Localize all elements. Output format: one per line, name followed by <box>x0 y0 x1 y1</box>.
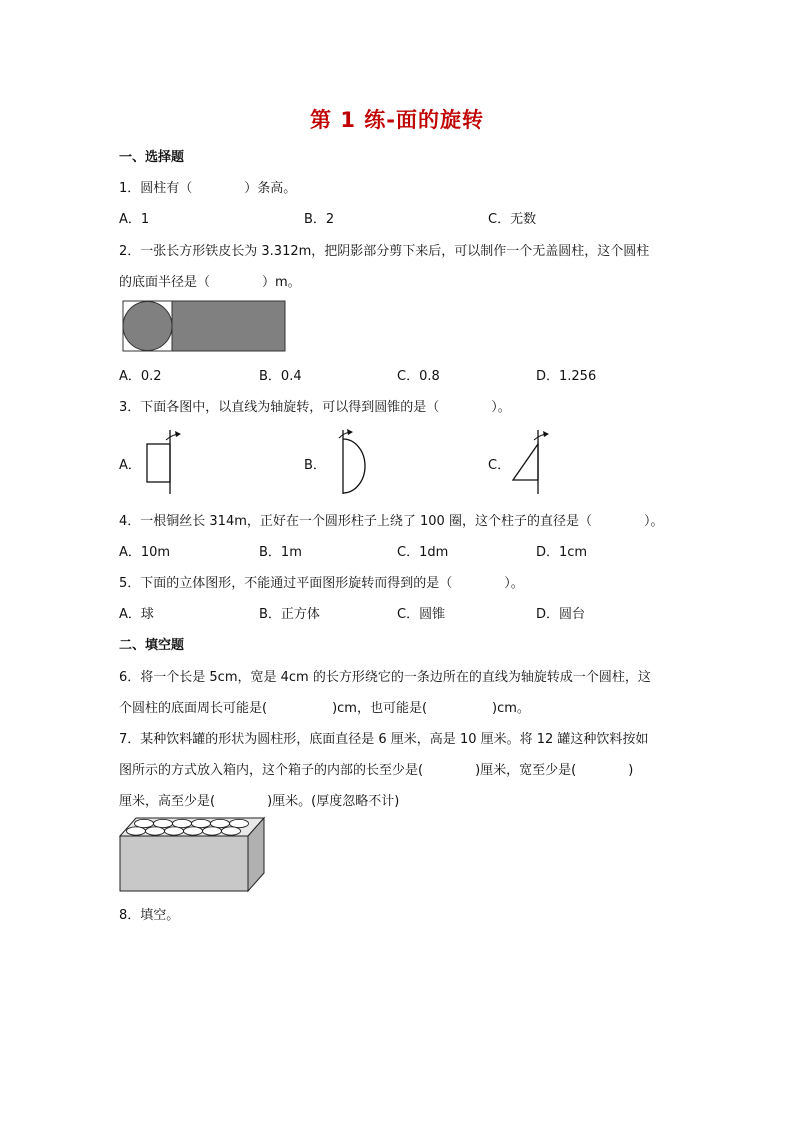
q4-option-d: D．1cm <box>536 545 588 560</box>
question-7-line-1: 7．某种饮料罐的形状为圆柱形，底面直径是 6 厘米，高是 10 厘米。将 12 罐这种饮料按如 <box>119 732 649 747</box>
question-6-line-1: 6．将一个长是 5cm，宽是 4cm 的长方形绕它的一条边所在的直线为轴旋转成一个圆柱，这 <box>119 670 651 685</box>
rectangle-shaded <box>172 301 285 351</box>
q3-label-c: C． <box>488 458 511 473</box>
question-1: 1．圆柱有（ ）条高。 <box>119 181 297 196</box>
question-8: 8．填空。 <box>119 908 180 923</box>
q3-figure-b <box>330 424 380 496</box>
question-7-line-2: 图所示的方式放入箱内，这个箱子的内部的长至少是( )厘米，宽至少是( ) <box>119 763 634 778</box>
q4-option-c: C．1dm <box>397 545 449 560</box>
q1-option-a: A．1 <box>119 212 150 227</box>
q2-option-a: A．0.2 <box>119 369 162 384</box>
question-4: 4．一根铜丝长 314m，正好在一个圆形柱子上绕了 100 圈，这个柱子的直径是（ ）。 <box>119 514 664 529</box>
q5-option-d: D．圆台 <box>536 607 586 622</box>
q3-label-b: B． <box>304 458 326 473</box>
section-heading-fill: 二、填空题 <box>119 638 185 653</box>
q3-figure-c <box>508 424 558 496</box>
q1-option-c: C．无数 <box>488 212 537 227</box>
question-6-line-2: 个圆柱的底面周长可能是( )cm，也可能是( )cm。 <box>119 701 530 716</box>
q1-option-b: B．2 <box>304 212 335 227</box>
q4-option-a: A．10m <box>119 545 171 560</box>
q3-label-a: A． <box>119 458 141 473</box>
section-heading-choice: 一、选择题 <box>119 150 185 165</box>
question-3: 3．下面各图中，以直线为轴旋转，可以得到圆锥的是（ ）。 <box>119 400 511 415</box>
question-2-line-2: 的底面半径是（ ）m。 <box>119 275 301 290</box>
q2-option-b: B．0.4 <box>259 369 302 384</box>
question-2-line-1: 2．一张长方形铁皮长为 3.312m，把阴影部分剪下来后，可以制作一个无盖圆柱，这个圆柱 <box>119 244 650 259</box>
page-title: 第 1 练-面的旋转 <box>310 108 484 132</box>
sheet-metal-figure <box>122 300 286 352</box>
drink-box-figure <box>118 814 268 894</box>
q4-option-b: B．1m <box>259 545 302 560</box>
q2-option-d: D．1.256 <box>536 369 597 384</box>
question-5: 5．下面的立体图形，不能通过平面图形旋转而得到的是（ ）。 <box>119 576 524 591</box>
circle-shaded <box>123 302 172 351</box>
can-tops <box>127 819 249 835</box>
q2-option-c: C．0.8 <box>397 369 440 384</box>
q5-option-b: B．正方体 <box>259 607 320 622</box>
question-7-line-3: 厘米，高至少是( )厘米。(厚度忽略不计) <box>119 794 400 809</box>
q3-figure-a <box>140 424 190 496</box>
q5-option-c: C．圆锥 <box>397 607 446 622</box>
q5-option-a: A．球 <box>119 607 154 622</box>
